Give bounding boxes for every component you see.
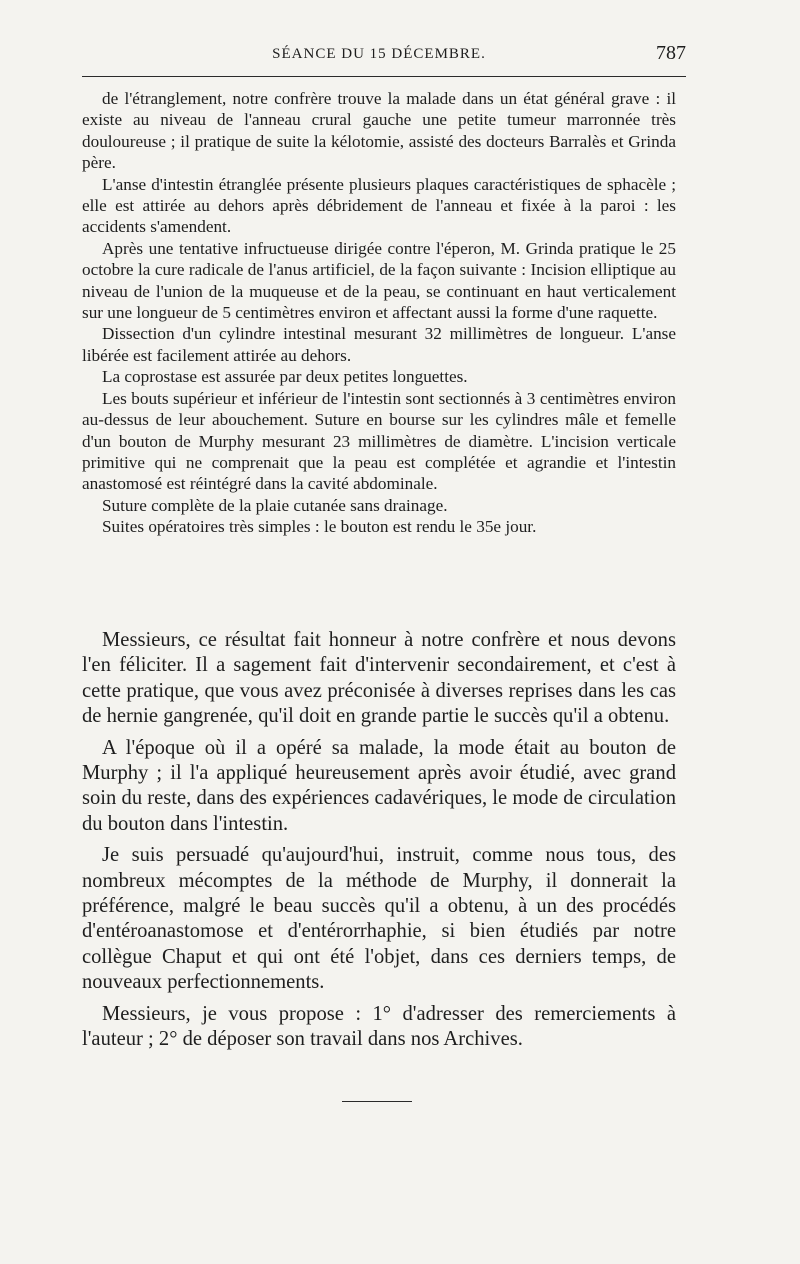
commentary-paragraph: A l'époque où il a opéré sa malade, la mode était au bouton de Murphy ; il l'a appliqué heureusement après avoir étudié, avec grand soin du reste, dans des expériences cadavériques, le mode de circulation du bouton dans l'intestin. — [82, 736, 676, 835]
report-paragraph: Les bouts supérieur et inférieur de l'intestin sont sectionnés à 3 centimètres environ au-dessus de leur abouchement. Suture en bourse sur les cylindres mâle et femelle d'un bouton de Murphy mesurant 23 millimètres de diamètre. L'incision verticale primitive qui ne comprenait que la peau est complétée et agrandie et l'intestin anastomosé est réintégré dans la cavité abdominale. — [82, 388, 676, 494]
report-paragraph: La coprostase est assurée par deux petites longuettes. — [102, 367, 468, 387]
header-rule — [82, 76, 686, 77]
report-paragraph: Après une tentative infructueuse dirigée contre l'éperon, M. Grinda pratique le 25 octobre la cure radicale de l'anus artificiel, de la façon suivante : Incision elliptique au niveau de l'union de la muqueuse et de la peau, se continuant en haut verticalement sur une longueur de 5 centimètres environ et affectant aussi la forme d'une raquette. — [82, 238, 676, 323]
commentary — [82, 628, 676, 1059]
end-rule — [342, 1101, 412, 1102]
report-paragraph: Suture complète de la plaie cutanée sans drainage. — [102, 495, 448, 515]
commentary-paragraph: Je suis persuadé qu'aujourd'hui, instruit, comme nous tous, des nombreux mécomptes de la méthode de Murphy, il donnerait la préférence, malgré le beau succès qu'il a obtenu, à un des procédés d'entéroanastomose et d'entérorrhaphie, si bien étudiés par notre collègue Chaput et qui ont été l'objet, dans ces derniers temps, de nouveaux perfectionnements. — [82, 844, 676, 994]
case-report — [82, 88, 676, 538]
report-paragraph: Suites opératoires très simples : le bouton est rendu le 35e jour. — [102, 517, 537, 537]
commentary-paragraph: Messieurs, je vous propose : 1° d'adresser des remerciements à l'auteur ; 2° de déposer son travail dans nos Archives. — [82, 1002, 676, 1051]
page-number: 787 — [656, 42, 686, 64]
report-paragraph: L'anse d'intestin étranglée présente plusieurs plaques caractéristiques de sphacèle ; elle est attirée au dehors après débridement de l'anneau et fixée à la paroi : les accidents s'amendent. — [82, 174, 676, 237]
page-header — [82, 42, 686, 70]
report-paragraph: de l'étranglement, notre confrère trouve la malade dans un état général grave : il existe au niveau de l'anneau crural gauche une petite tumeur marronnée très douloureuse ; il pratique de suite la kélotomie, assisté des docteurs Barralès et Grinda père. — [82, 89, 676, 173]
commentary-paragraph: Messieurs, ce résultat fait honneur à notre confrère et nous devons l'en féliciter. Il a sagement fait d'intervenir secondairement, et c'est à cette pratique, que vous avez préconisée à diverses reprises dans les cas de hernie gangrenée, qu'il doit en grande partie le succès qu'il a obtenu. — [82, 629, 676, 728]
report-paragraph: Dissection d'un cylindre intestinal mesurant 32 millimètres de longueur. L'anse libérée est facilement attirée au dehors. — [82, 324, 676, 365]
running-title: SÉANCE DU 15 DÉCEMBRE. — [272, 46, 486, 62]
